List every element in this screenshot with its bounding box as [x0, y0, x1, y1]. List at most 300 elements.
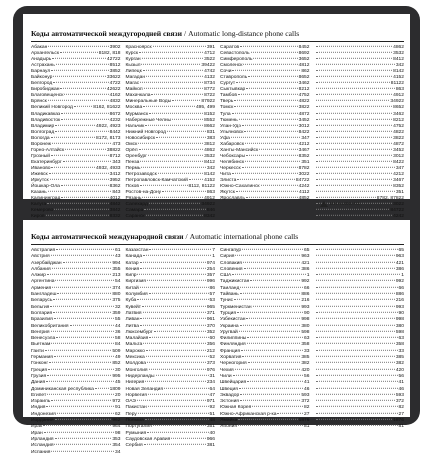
dial-code: 385	[301, 355, 310, 361]
dot-leader	[253, 305, 301, 306]
dot-leader	[158, 173, 203, 174]
dot-leader	[145, 419, 209, 420]
dial-code: 3467	[393, 178, 404, 184]
place-name: Саранск	[125, 214, 145, 220]
dot-leader	[54, 444, 111, 445]
dot-leader	[233, 375, 303, 376]
dot-leader	[234, 106, 297, 107]
dial-code: 8362	[109, 184, 121, 190]
dial-code: 57	[209, 292, 215, 298]
dial-code: 862	[301, 69, 310, 75]
place-name: Ирак	[31, 424, 43, 430]
dial-code: 509	[112, 348, 121, 354]
dial-code: 343	[112, 159, 121, 165]
dial-code: 382	[395, 361, 404, 367]
brand-logo-icon	[320, 201, 328, 207]
dial-code: 49	[115, 355, 121, 361]
domestic-title-ru: Коды автоматической междугородней связи	[31, 29, 182, 38]
dot-leader	[232, 173, 298, 174]
dial-code: 4132	[204, 75, 215, 81]
dial-code: 216	[395, 298, 404, 304]
place-name: Ростов-на-Дону	[125, 190, 162, 196]
dot-leader	[47, 274, 111, 275]
dial-code: 356	[206, 342, 215, 348]
dot-leader	[149, 112, 203, 113]
place-name: Малайзия	[125, 336, 149, 342]
dot-leader	[237, 179, 295, 180]
dial-code: 44	[115, 323, 121, 329]
dial-code: 27	[398, 411, 404, 417]
dial-code: 84722	[390, 208, 404, 214]
dial-code: 34	[115, 449, 121, 455]
dot-leader	[240, 324, 301, 325]
dial-code: 420	[301, 367, 310, 373]
dot-leader	[63, 161, 112, 162]
dot-leader	[140, 82, 203, 83]
dial-code: 351	[301, 159, 310, 165]
place-name: Израиль	[31, 399, 51, 405]
dial-code: 4722	[109, 81, 121, 87]
dial-code: 40	[209, 430, 215, 436]
place-name: Словакия	[220, 260, 242, 266]
dial-code: 852	[112, 361, 121, 367]
dot-leader	[240, 287, 303, 288]
dot-leader	[316, 406, 398, 407]
place-name: Ливан	[125, 317, 140, 323]
dial-code: 8212	[298, 87, 310, 93]
dot-leader	[245, 143, 298, 144]
place-name: Улан-Удэ	[220, 123, 241, 129]
dial-code: 375	[112, 298, 121, 304]
place-name: Орёл	[125, 147, 138, 153]
place-name: Анадырь	[31, 57, 52, 63]
place-name: Алжир	[31, 273, 46, 279]
dot-leader	[316, 419, 393, 420]
place-name: Беларусь	[31, 298, 53, 304]
dial-code: 352	[206, 329, 215, 335]
dot-leader	[316, 58, 393, 59]
dial-code: 863	[206, 190, 215, 196]
dot-leader	[55, 438, 112, 439]
dial-code: 3532	[204, 153, 215, 159]
place-name: Индонезия	[31, 411, 56, 417]
dial-code: 8412	[393, 57, 404, 63]
dot-leader	[244, 130, 297, 131]
dial-code: 8162, 81622	[93, 105, 121, 111]
place-name: Кувейт	[125, 304, 142, 310]
dial-code: 391	[206, 45, 215, 50]
dot-leader	[148, 155, 203, 156]
dot-leader	[52, 268, 112, 269]
dial-code: 52	[209, 355, 215, 361]
dial-code: 995	[112, 373, 121, 379]
dial-code: 843	[112, 190, 121, 196]
brand-name: BRAUBERG	[330, 201, 361, 207]
place-name: Мальта	[125, 342, 143, 348]
codes-column	[126, 45, 216, 226]
place-name: Вьетнам	[31, 342, 51, 348]
dial-code: 992	[301, 279, 310, 285]
place-name: Турция	[220, 310, 237, 316]
place-name: Болгария	[31, 310, 53, 316]
dot-leader	[140, 287, 209, 288]
dot-leader	[139, 149, 204, 150]
dial-code: 3522	[204, 57, 215, 63]
dial-code: 8442	[109, 129, 121, 135]
dial-code: 53	[209, 298, 215, 304]
dial-code: 8652	[298, 75, 310, 81]
dot-leader	[316, 356, 395, 357]
place-name: Испания	[31, 449, 51, 455]
place-name: Ульяновск	[220, 129, 244, 135]
dial-code: 58	[115, 336, 121, 342]
dot-leader	[239, 118, 298, 119]
dot-leader	[243, 261, 300, 262]
dot-leader	[143, 312, 206, 313]
place-name: Саратов	[220, 45, 240, 50]
dial-code: 3462	[298, 81, 310, 87]
dot-leader	[164, 387, 209, 388]
place-name: Сирия	[220, 254, 235, 260]
dial-code: 4932, 4933	[96, 165, 121, 171]
place-name: Нидерланды	[125, 373, 155, 379]
dot-leader	[246, 88, 297, 89]
dot-leader	[316, 209, 390, 210]
code-entry	[126, 443, 216, 449]
dial-code: 82	[398, 405, 404, 411]
place-name: Марокко	[125, 348, 145, 354]
dot-leader	[48, 46, 108, 47]
dot-leader	[231, 137, 300, 138]
dot-leader	[189, 179, 203, 180]
dot-leader	[48, 191, 112, 192]
dial-code: 84722	[295, 178, 310, 184]
place-name: Сингапур	[220, 248, 242, 253]
dial-code: 1876	[298, 418, 310, 424]
dial-code: 372	[395, 399, 404, 405]
place-name: Йошкар-Ола	[31, 184, 60, 190]
dot-leader	[144, 88, 203, 89]
dial-code: 1	[306, 273, 310, 279]
place-name: Курск	[125, 51, 139, 57]
place-name: Южно-Сахалинск	[220, 184, 260, 190]
place-name: Кызыл	[125, 63, 141, 69]
dot-leader	[316, 280, 395, 281]
place-name: Пенза	[125, 159, 140, 165]
dial-code: 4242	[393, 214, 404, 220]
dot-leader	[162, 191, 206, 192]
place-name: Владивосток	[31, 117, 61, 123]
dot-leader	[232, 112, 298, 113]
dial-code: 4742	[204, 69, 215, 75]
dial-code: 32	[115, 304, 121, 310]
dot-leader	[242, 124, 298, 125]
place-name: Колумбия	[125, 292, 148, 298]
dot-leader	[316, 94, 393, 95]
place-name: Томск	[220, 105, 234, 111]
place-name: Биробиджан	[31, 87, 60, 93]
dial-code: 353	[112, 436, 121, 442]
dot-leader	[232, 274, 305, 275]
dial-code: 8712	[109, 153, 121, 159]
dial-code: 8722	[204, 93, 215, 99]
dial-code: 342	[395, 63, 404, 69]
place-name: Казахстан	[125, 248, 149, 253]
dial-code: 8182, 818	[98, 51, 121, 57]
place-name: Чита	[220, 171, 231, 177]
dial-code: 963	[395, 254, 404, 260]
dot-leader	[246, 318, 300, 319]
dot-leader	[316, 106, 393, 107]
place-name: Сербия	[125, 443, 143, 449]
dot-leader	[237, 312, 303, 313]
place-name: Швейцария	[220, 380, 247, 386]
international-title-ru: Коды автоматической международной связи	[31, 232, 184, 241]
title-separator: /	[185, 232, 188, 241]
place-name: Нигерия	[125, 380, 145, 386]
dial-code: 1876	[393, 418, 404, 424]
dot-leader	[316, 197, 376, 198]
place-name: Иордания	[31, 418, 54, 424]
dot-leader	[47, 203, 108, 204]
dot-leader	[153, 425, 206, 426]
dial-code: 4152	[393, 75, 404, 81]
dot-leader	[252, 406, 303, 407]
dot-leader	[316, 179, 393, 180]
dot-leader	[171, 438, 206, 439]
dot-leader	[316, 82, 390, 83]
dot-leader	[243, 64, 297, 65]
place-name: Эквадор	[220, 392, 240, 398]
dial-code: 234	[206, 380, 215, 386]
dot-leader	[63, 261, 112, 262]
international-title-en: Automatic international phone calls	[189, 232, 299, 241]
dot-leader	[51, 155, 109, 156]
place-name: Пакистан	[125, 405, 147, 411]
dial-code: 996	[206, 279, 215, 285]
dot-leader	[53, 76, 106, 77]
codes-column	[31, 248, 121, 456]
dial-code: 56	[398, 373, 404, 379]
dial-code: 886	[301, 292, 310, 298]
dot-leader	[253, 58, 297, 59]
place-name: Уфа	[220, 135, 230, 141]
place-name: Магадан	[125, 75, 146, 81]
dial-code: 961	[206, 317, 215, 323]
dial-code: 33622	[106, 75, 121, 81]
place-name: Белгород	[31, 81, 53, 87]
dot-leader	[172, 100, 200, 101]
dial-code: 41	[398, 380, 404, 386]
dial-code: 8672	[109, 111, 121, 117]
dot-leader	[236, 191, 298, 192]
dot-leader	[50, 305, 114, 306]
code-entry	[220, 196, 310, 202]
dial-code: 992	[395, 279, 404, 285]
dot-leader	[61, 197, 108, 198]
dial-code: 880	[112, 292, 121, 298]
dial-code: 64	[209, 386, 215, 392]
dial-code: 27	[304, 411, 310, 417]
dial-code: 90	[304, 310, 310, 316]
dot-leader	[242, 167, 298, 168]
dot-leader	[316, 362, 395, 363]
dot-leader	[48, 368, 114, 369]
place-name: Салехард	[125, 202, 148, 208]
place-name: Таджикистан	[220, 279, 250, 285]
place-name: Индия	[31, 405, 46, 411]
place-name: Смоленск	[220, 63, 243, 69]
place-name: Азербайджан	[31, 260, 62, 266]
dot-leader	[240, 394, 300, 395]
dial-code: 8782	[298, 165, 310, 171]
dial-code: 8142	[393, 69, 404, 75]
dot-leader	[60, 52, 98, 53]
dot-leader	[74, 106, 92, 107]
place-name: Финляндия	[220, 342, 246, 348]
dial-code: 4212	[298, 141, 310, 147]
dot-leader	[146, 356, 209, 357]
place-name: Ирландия	[31, 436, 54, 442]
place-name: Великий Новгород	[31, 105, 73, 111]
dial-code: 8452	[298, 45, 310, 50]
dial-code: 41	[304, 380, 310, 386]
dot-leader	[70, 324, 114, 325]
place-name: Махачкала	[125, 93, 151, 99]
dial-code: 359	[112, 310, 121, 316]
dot-leader	[143, 106, 195, 107]
dot-leader	[238, 94, 298, 95]
dial-code: 372	[301, 399, 310, 405]
dial-code: 8112, 81122	[188, 184, 215, 190]
dot-leader	[139, 52, 203, 53]
dial-code: 358	[301, 342, 310, 348]
dot-leader	[251, 52, 298, 53]
place-name: Казань	[31, 190, 47, 196]
dot-leader	[143, 343, 206, 344]
dial-code: 351	[395, 190, 404, 196]
codes-column	[126, 248, 216, 456]
dial-code: 4872	[298, 111, 310, 117]
dot-leader	[52, 287, 111, 288]
dot-leader	[247, 343, 301, 344]
dot-leader	[316, 88, 395, 89]
dial-code: 972	[112, 399, 121, 405]
dial-code: 373	[206, 361, 215, 367]
dial-code: 971	[206, 399, 215, 405]
codes-column	[31, 45, 121, 226]
dot-leader	[49, 173, 109, 174]
dot-leader	[316, 76, 393, 77]
dial-code: 39422	[201, 63, 215, 69]
dot-leader	[51, 450, 114, 451]
dial-code: 4922, 4923	[96, 123, 121, 129]
place-name: Сочи	[220, 69, 232, 75]
dot-leader	[316, 112, 393, 113]
dial-code: 33	[304, 348, 310, 354]
place-name: Благовещенск	[31, 93, 64, 99]
place-name: Сыктывкар	[220, 87, 246, 93]
dot-leader	[240, 46, 297, 47]
dot-leader	[242, 356, 300, 357]
dial-code: 351	[206, 424, 215, 430]
dial-code: 33	[398, 348, 404, 354]
place-name: Германия	[31, 355, 53, 361]
dial-code: 4822	[393, 129, 404, 135]
place-name: Красноярск	[125, 45, 152, 50]
dial-code: 8412	[204, 159, 215, 165]
dot-leader	[316, 381, 398, 382]
dial-code: 84	[115, 342, 121, 348]
dot-leader	[146, 350, 206, 351]
domestic-codes-page	[23, 14, 410, 220]
dial-code: 347	[301, 135, 310, 141]
dot-leader	[140, 268, 206, 269]
dial-code: 51	[209, 411, 215, 417]
place-name: Венесуэла	[31, 336, 56, 342]
place-name: Черногория	[220, 361, 247, 367]
place-name: Эстония	[220, 399, 239, 405]
dot-leader	[316, 287, 398, 288]
place-name: Саудовская Аравия	[125, 436, 171, 442]
dot-leader	[316, 118, 393, 119]
dial-code: 374	[112, 285, 121, 291]
dial-code: 863	[395, 87, 404, 93]
dot-leader	[316, 268, 395, 269]
place-name: Туркменистан	[220, 304, 252, 310]
dot-leader	[316, 400, 395, 401]
dot-leader	[46, 406, 114, 407]
dial-code: 8782, 87822	[376, 196, 404, 202]
dot-leader	[316, 375, 398, 376]
dot-leader	[316, 255, 395, 256]
dial-code: 81	[398, 424, 404, 430]
place-name: Южно-Африканская р-ка	[220, 411, 277, 417]
dot-leader	[54, 318, 114, 319]
dial-code: 46	[398, 386, 404, 392]
dot-leader	[53, 312, 111, 313]
dot-leader	[247, 337, 303, 338]
dot-leader	[316, 100, 390, 101]
dot-leader	[141, 64, 200, 65]
dot-leader	[234, 299, 300, 300]
dot-leader	[148, 406, 209, 407]
dot-leader	[149, 368, 206, 369]
place-name: Симферополь	[220, 57, 253, 63]
dot-leader	[316, 318, 395, 319]
dial-code: 4912	[393, 93, 404, 99]
place-name: Якутск	[220, 190, 235, 196]
dot-leader	[235, 368, 301, 369]
dial-code: 3532	[393, 51, 404, 57]
codes-column	[220, 248, 310, 456]
place-name: Омск	[125, 141, 138, 147]
place-name: Хабаровск	[220, 141, 244, 147]
dial-code: 421	[395, 260, 404, 266]
place-name: Екатеринбург	[31, 159, 62, 165]
dot-leader	[238, 419, 297, 420]
codes-column	[315, 248, 405, 456]
place-name: Чехия	[220, 367, 234, 373]
dot-leader	[60, 88, 105, 89]
dial-code: 598	[301, 329, 310, 335]
dot-leader	[45, 350, 112, 351]
place-name: Майкоп	[125, 87, 143, 93]
dot-leader	[52, 58, 106, 59]
dial-code: 1	[212, 254, 215, 260]
code-entry	[31, 450, 121, 456]
place-name: Элиста	[220, 178, 237, 184]
